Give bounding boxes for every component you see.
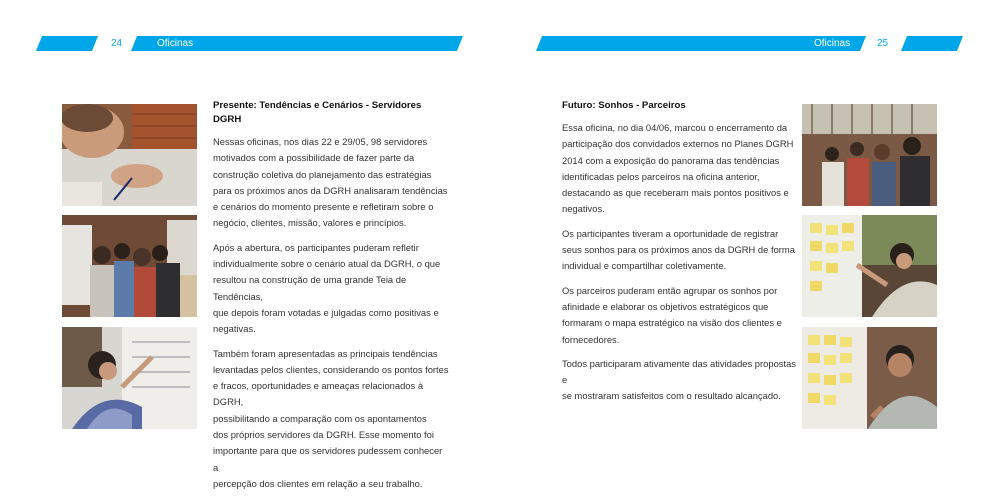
text-line: negócio, clientes, missão, valores e princípios.: [213, 217, 407, 229]
left-paragraph-1: [213, 134, 450, 232]
text-line: destacando as que receberam mais pontos positivos e: [562, 187, 789, 199]
right-paragraph-2: [562, 226, 802, 275]
left-text-column: [213, 99, 450, 500]
text-line: e cenários do momento presente e refletiram sobre o: [213, 201, 434, 213]
text-line: que depois foram votadas e julgadas como positivas e: [213, 306, 439, 318]
text-line: identificadas pelos parceiros na oficina anterior,: [562, 170, 760, 182]
photo-sticky-notes-board: [802, 215, 937, 317]
left-paragraph-3: [213, 346, 450, 493]
text-line: importante para que os servidores pudessem conhecer a: [213, 445, 443, 473]
text-line: negativas.: [213, 323, 256, 335]
photo-woman-at-board: [62, 327, 197, 429]
text-line: Todos participaram ativamente das atividades propostas e: [562, 357, 796, 386]
right-paragraph-1: [562, 120, 802, 218]
text-line: e fracos, oportunidades e ameaças relacionados à DGRH,: [213, 380, 424, 408]
text-line: construção coletiva do planejamento das estratégias: [213, 168, 432, 180]
right-paragraph-3: [562, 283, 802, 348]
text-line: motivados com a possibilidade de fazer parte da: [213, 152, 415, 164]
text-line: percepção dos clientes em relação a seu trabalho.: [213, 477, 423, 489]
photo-group-at-boards: [62, 215, 197, 317]
text-line: Também foram apresentadas as principais tendências: [213, 347, 438, 359]
right-page-number: 25: [877, 38, 889, 49]
text-line: seus sonhos para os próximos anos da DGRH de forma: [562, 244, 795, 256]
text-line: Os participantes tiveram a oportunidade de registrar: [562, 227, 779, 239]
right-header-band-small: [901, 36, 963, 51]
right-paragraph-4: [562, 356, 802, 405]
left-heading: Presente: Tendências e Cenários - Servidores DGRH: [213, 100, 422, 125]
text-line: individualmente sobre o cenário atual da DGRH, o que: [213, 258, 441, 270]
photo-man-presenting: [802, 327, 937, 429]
left-header-band-small: [36, 36, 98, 51]
photo-participant-writing: [62, 104, 197, 206]
left-section-label: Oficinas: [157, 38, 194, 49]
text-line: formaram o mapa estratégico na visão dos clientes e: [562, 317, 782, 329]
text-line: afinidade e elaborar os objetivos estratégicos que: [562, 300, 769, 312]
text-line: possibilitando a comparação com os apontamentos: [213, 412, 427, 424]
right-section-label: Oficinas: [814, 38, 851, 49]
photo-group-meeting: [802, 104, 937, 206]
right-heading: Futuro: Sonhos - Parceiros: [562, 100, 686, 111]
text-line: 2014 com a exposição do panorama das tendências: [562, 154, 780, 166]
text-line: Os parceiros puderam então agrupar os sonhos por: [562, 284, 778, 296]
right-text-column: [562, 99, 802, 413]
text-line: Nessas oficinas, nos dias 22 e 29/05, 98 servidores: [213, 136, 428, 147]
text-line: fornecedores.: [562, 333, 620, 345]
text-line: para os próximos anos da DGRH analisaram tendências: [213, 184, 448, 196]
text-line: participação dos convidados externos no Planes DGRH: [562, 138, 794, 150]
text-line: individual e compartilhar coletivamente.: [562, 260, 727, 272]
text-line: levantadas pelos clientes, considerando os pontos fortes: [213, 363, 449, 375]
text-line: dos próprios servidores da DGRH. Esse momento foi: [213, 429, 434, 441]
text-line: Após a abertura, os participantes puderam refletir: [213, 241, 419, 253]
text-line: se mostraram satisfeitos com o resultado alcançado.: [562, 390, 781, 402]
text-line: Essa oficina, no dia 04/06, marcou o encerramento da: [562, 122, 788, 133]
text-line: negativos.: [562, 203, 605, 215]
left-paragraph-2: [213, 240, 450, 338]
left-page-number: 24: [111, 38, 123, 49]
text-line: resultou na construção de uma grande Teia de Tendências,: [213, 274, 407, 302]
